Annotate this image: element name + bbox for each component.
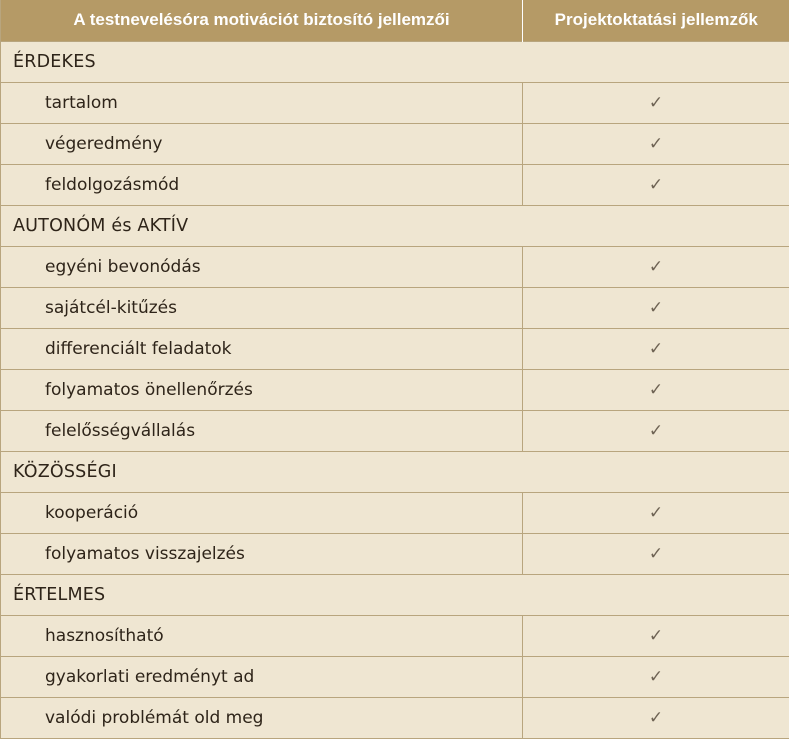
check-icon: ✓ xyxy=(523,164,789,205)
check-icon: ✓ xyxy=(523,533,789,574)
table-row xyxy=(1,164,789,205)
check-icon: ✓ xyxy=(523,287,789,328)
column-header-project: Projektoktatási jellemzők xyxy=(523,0,789,41)
item-label: valódi problémát old meg xyxy=(1,697,523,738)
item-label: gyakorlati eredményt ad xyxy=(1,656,523,697)
check-icon: ✓ xyxy=(523,246,789,287)
table-row xyxy=(1,328,789,369)
section-title: AUTONÓM és AKTÍV xyxy=(1,205,789,246)
check-icon: ✓ xyxy=(523,123,789,164)
check-icon: ✓ xyxy=(523,492,789,533)
item-label: hasznosítható xyxy=(1,615,523,656)
section-row-kozossegi xyxy=(1,451,789,492)
item-label: folyamatos visszajelzés xyxy=(1,533,523,574)
item-label: feldolgozásmód xyxy=(1,164,523,205)
check-icon: ✓ xyxy=(523,328,789,369)
item-label: felelősségvállalás xyxy=(1,410,523,451)
item-label: egyéni bevonódás xyxy=(1,246,523,287)
section-row-erdekes xyxy=(1,41,789,82)
table-row xyxy=(1,656,789,697)
item-label: végeredmény xyxy=(1,123,523,164)
table-row xyxy=(1,82,789,123)
table-row xyxy=(1,533,789,574)
check-icon: ✓ xyxy=(523,369,789,410)
item-label: kooperáció xyxy=(1,492,523,533)
check-icon: ✓ xyxy=(523,82,789,123)
item-label: differenciált feladatok xyxy=(1,328,523,369)
table-row xyxy=(1,697,789,738)
item-label: folyamatos önellenőrzés xyxy=(1,369,523,410)
section-row-ertelmes xyxy=(1,574,789,615)
table-row xyxy=(1,369,789,410)
section-title: KÖZÖSSÉGI xyxy=(1,451,789,492)
check-icon: ✓ xyxy=(523,410,789,451)
table-header-row xyxy=(1,0,789,41)
item-label: tartalom xyxy=(1,82,523,123)
section-title: ÉRDEKES xyxy=(1,41,789,82)
table-row xyxy=(1,492,789,533)
table-row xyxy=(1,287,789,328)
check-icon: ✓ xyxy=(523,697,789,738)
check-icon: ✓ xyxy=(523,656,789,697)
table-row xyxy=(1,246,789,287)
check-icon: ✓ xyxy=(523,615,789,656)
column-header-motivation: A testnevelésóra motivációt biztosító jellemzői xyxy=(1,0,523,41)
table-row xyxy=(1,615,789,656)
section-title: ÉRTELMES xyxy=(1,574,789,615)
section-row-autonom xyxy=(1,205,789,246)
item-label: sajátcél-kitűzés xyxy=(1,287,523,328)
table-row xyxy=(1,123,789,164)
table-row xyxy=(1,410,789,451)
